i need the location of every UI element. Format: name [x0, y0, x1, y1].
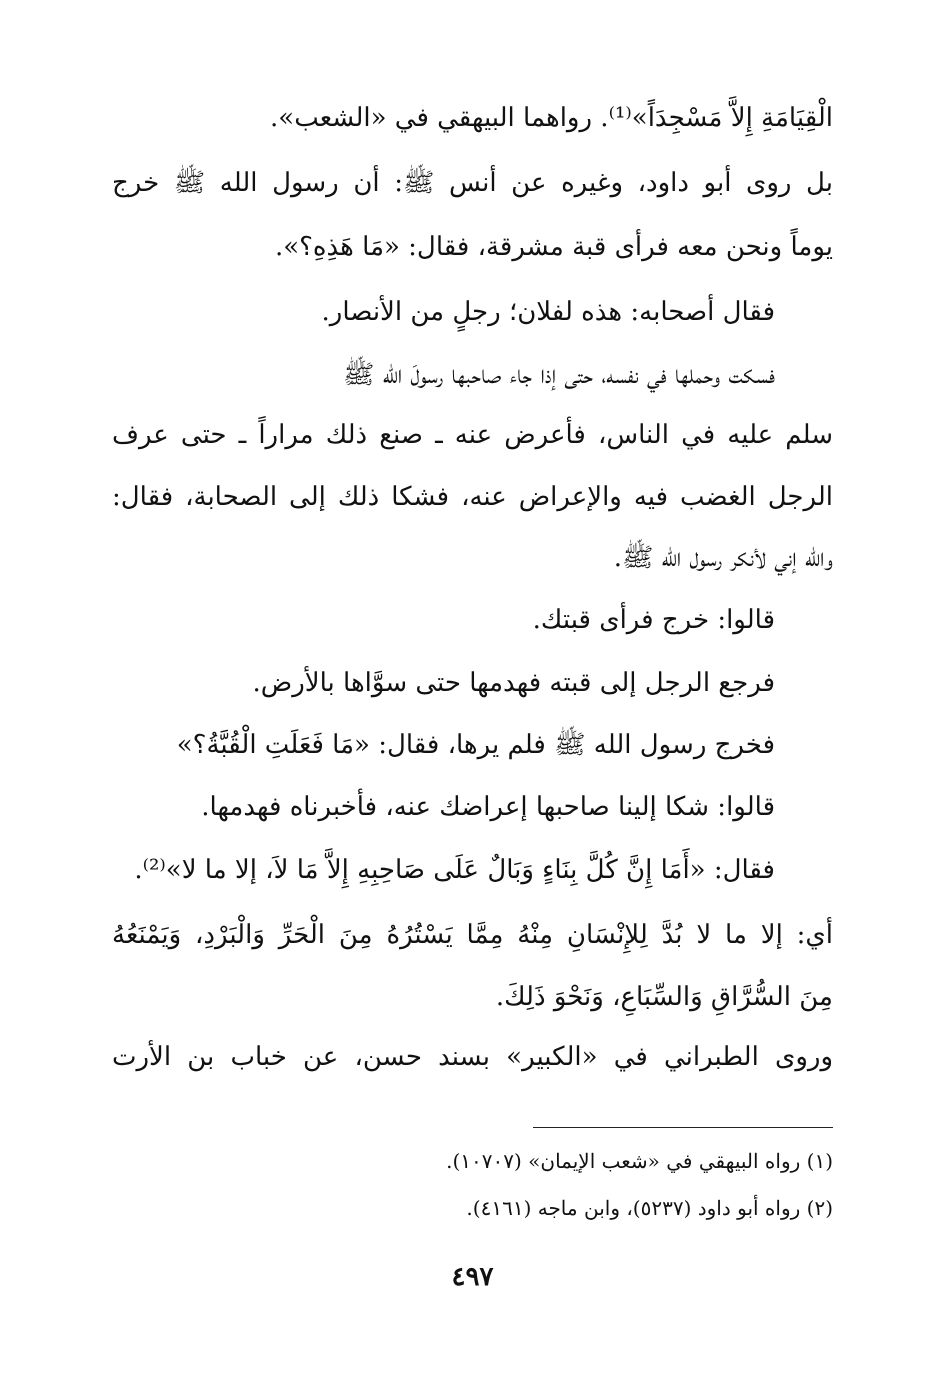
text-line-4: فقال أصحابه: هذه لفلان؛ رجلٍ من الأنصار. — [321, 297, 775, 327]
text-line-11: فخرج رسول الله ﷺ فلم يرها، فقال: «مَا فَعَلَتِ الْقُبَّةُ؟» — [176, 730, 775, 760]
text-line-16: وروى الطبراني في «الكبير» بسند حسن، عن خباب بن الأرت — [112, 1042, 833, 1072]
text-line-5: فسكت وحملها في نفسه، حتى إذا جاء صاحبها رسولَ الله ﷺ — [343, 360, 775, 390]
text-line-12: قالوا: شكا إلينا صاحبها إعراضك عنه، فأخبرناه فهدمها. — [201, 792, 775, 822]
footnote-separator — [533, 1127, 833, 1128]
footnote-2: (٢) رواه أبو داود (٥٢٣٧)، وابن ماجه (٤١٦١). — [466, 1196, 833, 1220]
text-line-13: فقال: «أَمَا إِنَّ كُلَّ بِنَاءٍ وَبَالٌ عَلَى صَاحِبِهِ إِلاَّ مَا لاَ، إلا ما لا»⁽²⁾. — [134, 855, 775, 885]
text-line-14: أي: إلا ما لا بُدَّ لِلإِنْسَانِ مِنْهُ مِمَّا يَسْتُرُهُ مِنَ الْحَرِّ وَالْبَرْدِ، وَيَمْنَعُهُ — [112, 920, 833, 950]
text-line-15: مِنَ السُّرَّاقِ وَالسِّبَاعِ، وَنَحْوَ ذَلِكَ. — [495, 982, 833, 1012]
footnote-1: (١) رواه البيهقي في «شعب الإيمان» (١٠٧٠٧). — [446, 1149, 833, 1173]
text-line-6: سلم عليه في الناس، فأعرض عنه ـ صنع ذلك مراراً ـ حتى عرف — [112, 420, 833, 450]
page-number: ٤٩٧ — [451, 1262, 494, 1292]
text-line-1: الْقِيَامَةِ إِلاَّ مَسْجِدَاً»⁽¹⁾. رواهما البيهقي في «الشعب». — [270, 103, 833, 133]
text-line-2: بل روى أبو داود، وغيره عن أنس ﷺ: أن رسول الله ﷺ خرج — [112, 168, 833, 198]
text-line-7: الرجل الغضب فيه والإعراض عنه، فشكا ذلك إلى الصحابة، فقال: — [112, 482, 833, 512]
text-line-10: فرجع الرجل إلى قبته فهدمها حتى سوَّاها بالأرض. — [252, 668, 775, 698]
text-line-8: والله إني لأنكر رسول الله ﷺ. — [613, 543, 833, 573]
text-line-9: قالوا: خرج فرأى قبتك. — [532, 605, 775, 635]
text-line-3: يوماً ونحن معه فرأى قبة مشرقة، فقال: «مَا هَذِهِ؟». — [274, 232, 833, 262]
